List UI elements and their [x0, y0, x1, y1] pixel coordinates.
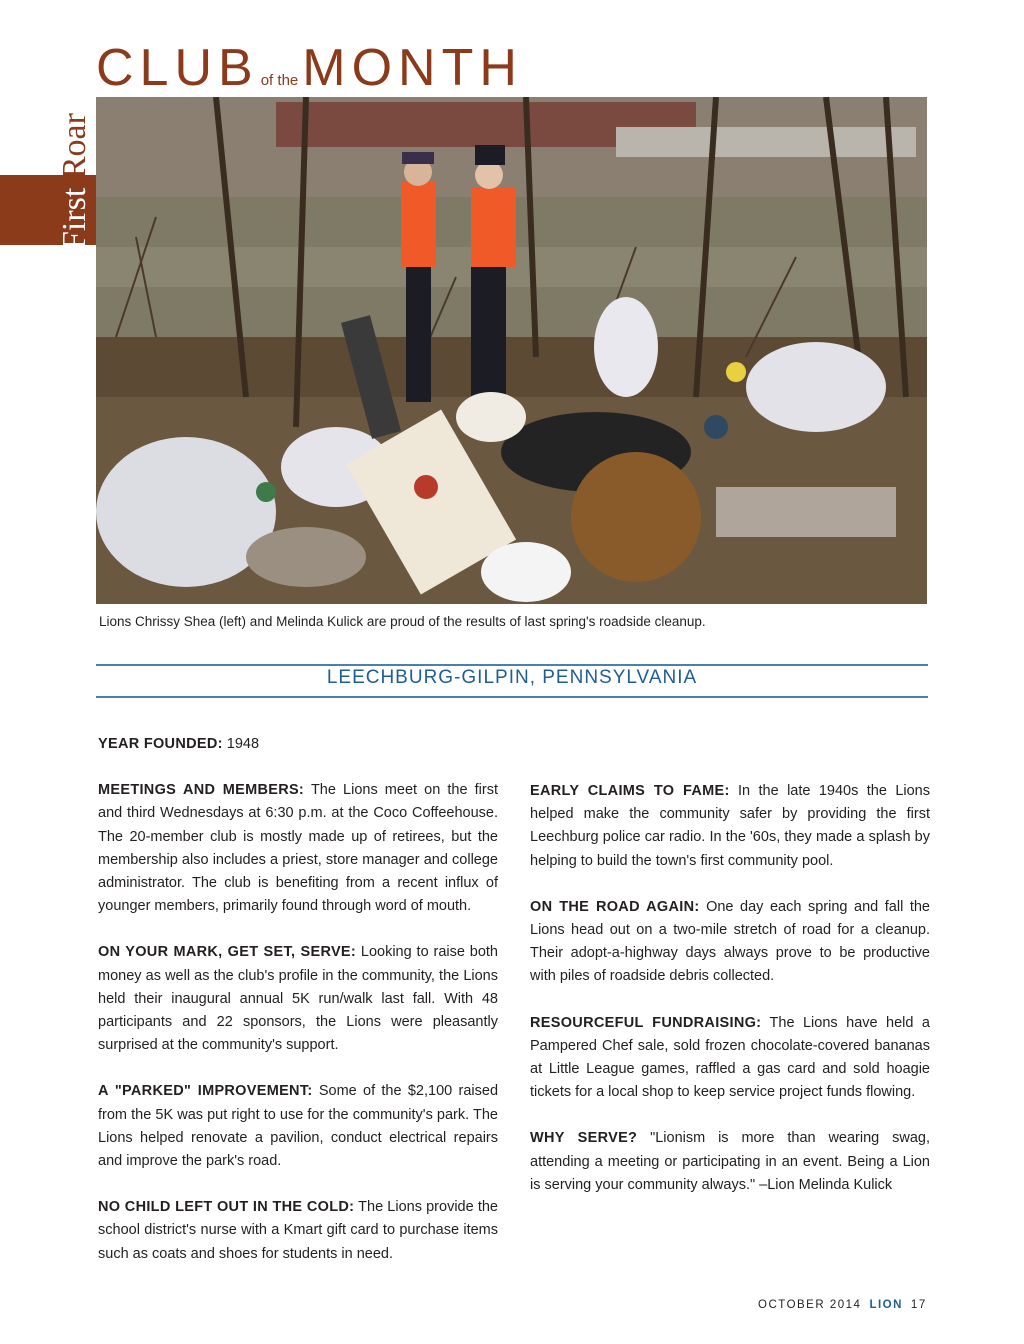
page-footer: [758, 1299, 927, 1311]
club-location-banner: LEECHBURG-GILPIN, PENNSYLVANIA: [326, 667, 698, 688]
page-title: [96, 38, 523, 98]
paragraph-text: "Lionism is more than wearing swag, attending a meeting or participating in an event. Being a Lion is serving your community always." –Lion Melinda Kulick: [530, 1130, 930, 1193]
title-month: MONTH: [302, 39, 523, 97]
year-founded-value: 1948: [226, 736, 260, 752]
paragraph-text: The Lions have held a Pampered Chef sale, sold frozen chocolate-covered bananas at Little League games, raffled a gas card and sold hoagie tickets for a local shop to keep service project funds flowing.: [530, 1014, 930, 1101]
footer-page-number: 17: [910, 1299, 927, 1311]
article-paragraph: [98, 779, 498, 918]
footer-issue: OCTOBER 2014: [758, 1299, 862, 1311]
photo-caption: Lions Chrissy Shea (left) and Melinda Kulick are proud of the results of last spring's roadside cleanup.: [99, 614, 706, 629]
paragraph-text: In the late 1940s the Lions helped make the community safer by providing the first Leechburg police car radio. In the '60s, they made a splash by helping to build the town's first community pool.: [530, 783, 930, 869]
paragraph-heading: WHY SERVE?: [530, 1130, 638, 1147]
section-label-first: First: [56, 187, 93, 250]
cleanup-photo: [96, 97, 927, 604]
paragraph-heading: A "PARKED" IMPROVEMENT:: [98, 1083, 313, 1100]
paragraph-heading: EARLY CLAIMS TO FAME:: [530, 783, 730, 799]
article-paragraph: [98, 1196, 498, 1266]
article-paragraph: [530, 896, 930, 989]
paragraph-text: One day each spring and fall the Lions head out on a two-mile stretch of road for a cleanup. Their adopt-a-highway days always prove to be productive with piles of roadside debris collected.: [530, 898, 930, 985]
year-founded: [98, 733, 498, 756]
footer-magazine: LION: [869, 1299, 903, 1311]
paragraph-heading: MEETINGS AND MEMBERS:: [98, 782, 305, 799]
left-column: [98, 733, 498, 1289]
paragraph-heading: ON YOUR MARK, GET SET, SERVE:: [98, 944, 357, 961]
paragraph-text: The Lions meet on the first and third Wednesdays at 6:30 p.m. at the Coco Coffeehouse. The 20-member club is mostly made up of retirees, but the membership also includes a priest, store manager and college administrator. The club is benefiting from a recent influx of younger members, primarily found through word of mouth.: [98, 782, 499, 915]
article-paragraph: [530, 780, 930, 873]
article-paragraph: [98, 1080, 498, 1173]
title-club: CLUB: [96, 39, 259, 97]
banner-rule-top: [96, 664, 928, 666]
title-of-the: of the: [260, 72, 299, 89]
paragraph-heading: RESOURCEFUL FUNDRAISING:: [530, 1014, 762, 1031]
section-label: [56, 113, 94, 250]
right-column: [530, 780, 930, 1220]
article-paragraph: [530, 1127, 930, 1197]
paragraph-heading: NO CHILD LEFT OUT IN THE COLD:: [98, 1199, 355, 1216]
paragraph-heading: ON THE ROAD AGAIN:: [530, 898, 700, 915]
article-paragraph: [98, 941, 498, 1057]
year-founded-label: YEAR FOUNDED:: [98, 736, 223, 752]
cleanup-photo-illustration: [96, 97, 927, 604]
section-label-roar: Roar: [56, 113, 93, 180]
article-paragraph: [530, 1012, 930, 1105]
paragraph-text: The Lions provide the school district's nurse with a Kmart gift card to purchase items such as coats and shoes for students in need.: [98, 1199, 498, 1262]
paragraph-text: Some of the $2,100 raised from the 5K was put right to use for the community's park. The Lions helped renovate a pavilion, conduct electrical repairs and improve the park's road.: [98, 1083, 499, 1170]
paragraph-text: Looking to raise both money as well as the club's profile in the community, the Lions held their inaugural annual 5K run/walk last fall. With 48 participants and 22 sponsors, the Lions were pleasantly surprised at the community's support.: [98, 944, 498, 1054]
banner-rule-bottom: [96, 696, 928, 698]
